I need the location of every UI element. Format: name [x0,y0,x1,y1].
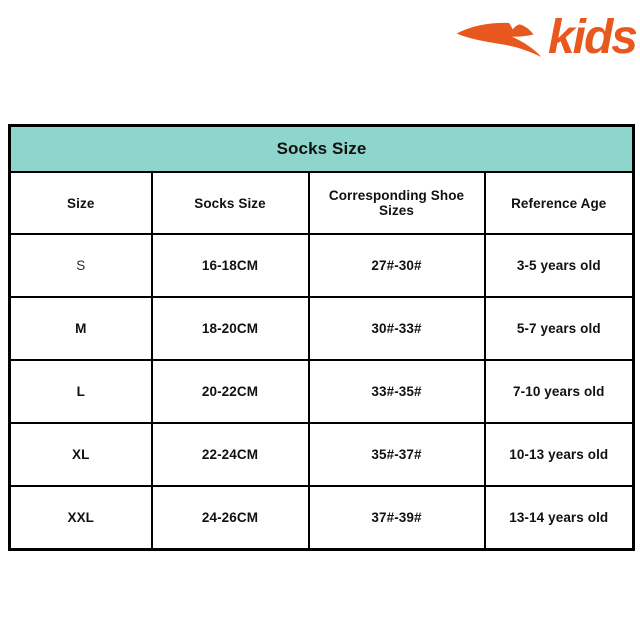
table-title-row [10,126,634,173]
cell-shoe-sizes: 27#-30# [309,234,485,297]
cell-reference-age: 3-5 years old [485,234,634,297]
cell-shoe-sizes: 35#-37# [309,423,485,486]
socks-size-table [8,124,635,551]
cell-socks-size: 22-24CM [152,423,309,486]
cell-socks-size: 20-22CM [152,360,309,423]
cell-shoe-sizes: 37#-39# [309,486,485,550]
cell-reference-age: 7-10 years old [485,360,634,423]
table-row [10,234,634,297]
cell-shoe-sizes: 33#-35# [309,360,485,423]
table-row [10,297,634,360]
cell-size: XL [10,423,152,486]
cell-shoe-sizes: 30#-33# [309,297,485,360]
column-header-socks-size: Socks Size [152,172,309,234]
table-row [10,486,634,550]
column-header-shoe-sizes: Corresponding Shoe Sizes [309,172,485,234]
cell-reference-age: 13-14 years old [485,486,634,550]
cell-size: L [10,360,152,423]
cell-size: M [10,297,152,360]
table-header-row [10,172,634,234]
column-header-reference-age: Reference Age [485,172,634,234]
cell-reference-age: 5-7 years old [485,297,634,360]
cell-size: S [10,234,152,297]
cell-socks-size: 24-26CM [152,486,309,550]
brand-wordmark: kids [547,11,636,64]
anta-swoosh-icon [453,18,545,62]
table-title: Socks Size [10,126,634,173]
cell-socks-size: 18-20CM [152,297,309,360]
table-row [10,360,634,423]
table-row [10,423,634,486]
cell-reference-age: 10-13 years old [485,423,634,486]
cell-size: XXL [10,486,152,550]
column-header-size: Size [10,172,152,234]
brand-logo [453,11,636,64]
cell-socks-size: 16-18CM [152,234,309,297]
